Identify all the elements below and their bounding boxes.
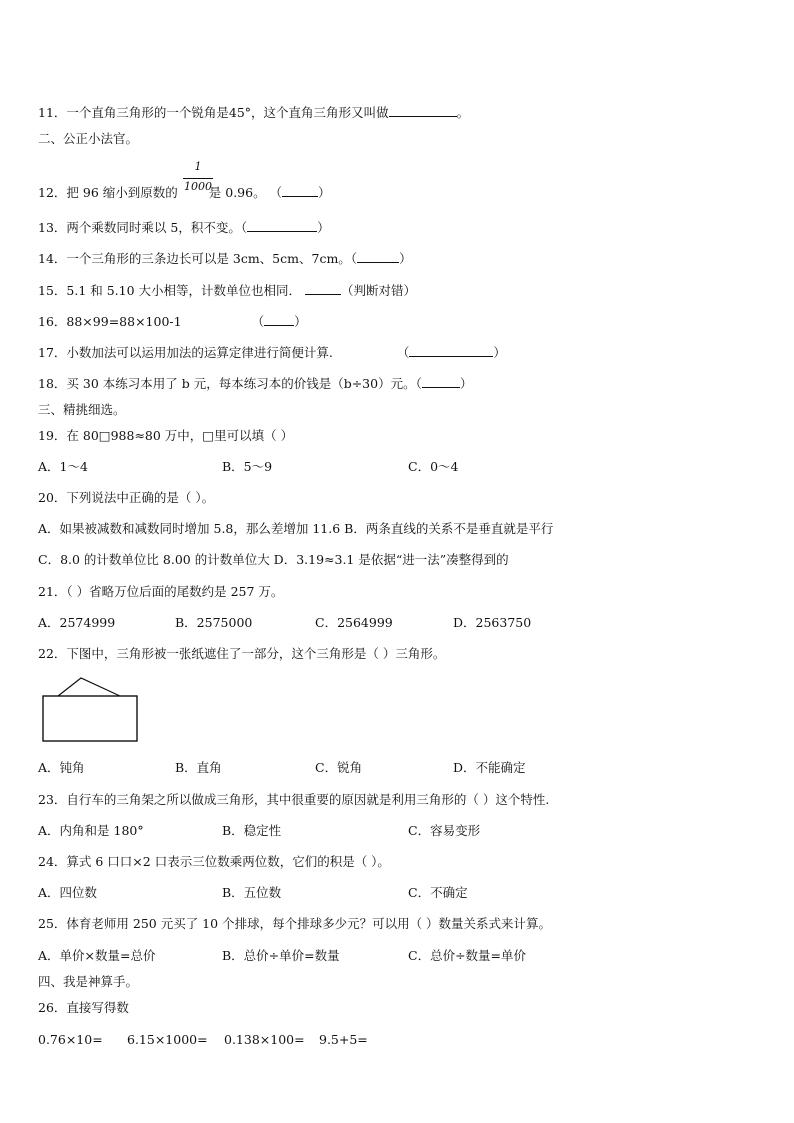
question-24-stem: 24．算式 6 口口×2 口表示三位数乘两位数，它们的积是（ ）。 [38, 854, 390, 869]
answer-blank[interactable] [389, 104, 457, 117]
calc-item: 6.15×1000= [127, 1032, 208, 1047]
question-14: 14．一个三角形的三条边长可以是 3cm、5cm、7cm。（ ） [38, 251, 412, 266]
section-3-heading: 三、精挑细选。 [38, 402, 126, 417]
answer-blank[interactable] [305, 282, 341, 295]
option-a[interactable]: A．内角和是 180° [38, 823, 144, 838]
answer-blank[interactable] [422, 375, 460, 388]
question-17: 17．小数加法可以运用加法的运算定律进行简便计算. （ ） [38, 345, 506, 360]
section-4-heading: 四、我是神算手。 [38, 974, 139, 989]
fraction-bar [183, 178, 213, 179]
option-a[interactable]: A．钝角 [38, 760, 85, 775]
answer-blank[interactable] [264, 313, 294, 326]
calc-item: 0.138×100= [224, 1032, 305, 1047]
question-23-stem: 23．自行车的三角架之所以做成三角形，其中很重要的原因就是利用三角形的（ ）这个特性. [38, 792, 550, 807]
question-25-stem: 25．体育老师用 250 元买了 10 个排球，每个排球多少元？可以用（ ）数量关系式来计算。 [38, 916, 552, 931]
answer-blank[interactable] [357, 250, 399, 263]
question-15: 15．5.1 和 5.10 大小相等，计数单位也相同． （判断对错） [38, 283, 417, 298]
question-12: 12．把 96 缩小到原数的 是 0.96。 （ ） [38, 185, 331, 200]
option-d[interactable]: D．不能确定 [453, 760, 526, 775]
option-a[interactable]: A．2574999 [38, 615, 116, 630]
fraction-numerator: 1 [194, 160, 202, 173]
question-20-stem: 20．下列说法中正确的是（ ）。 [38, 490, 215, 505]
answer-blank[interactable] [282, 184, 318, 197]
answer-blank[interactable] [247, 219, 317, 232]
option-d[interactable]: D．2563750 [453, 615, 532, 630]
question-22-stem: 22．下图中，三角形被一张纸遮住了一部分，这个三角形是（ ）三角形。 [38, 646, 446, 661]
option-a[interactable]: A．四位数 [38, 885, 98, 900]
option-c[interactable]: C．不确定 [408, 885, 468, 900]
option-b[interactable]: B．总价÷单价=数量 [222, 948, 340, 963]
question-11-text: 11．一个直角三角形的一个锐角是45°，这个直角三角形又叫做 [38, 105, 389, 120]
option-b[interactable]: B．五位数 [222, 885, 282, 900]
option-a[interactable]: A．1～4 [38, 459, 88, 474]
calc-item: 9.5+5= [319, 1032, 368, 1047]
option-b[interactable]: B．直角 [175, 760, 222, 775]
option-c[interactable]: C．0～4 [408, 459, 459, 474]
question-26-stem: 26．直接写得数 [38, 1000, 129, 1015]
question-21-stem: 21．（ ）省略万位后面的尾数约是 257 万。 [38, 584, 284, 599]
question-13: 13．两个乘数同时乘以 5，积不变。（ ） [38, 220, 330, 235]
option-b[interactable]: B．5～9 [222, 459, 273, 474]
fraction-denominator: 1000 [184, 180, 212, 193]
question-18: 18．买 30 本练习本用了 b 元，每本练习本的价钱是（b÷30）元。（ ） [38, 376, 473, 391]
option-c[interactable]: C．总价÷数量=单价 [408, 948, 527, 963]
question-11: 11．一个直角三角形的一个锐角是45°，这个直角三角形又叫做 。 [38, 105, 470, 120]
covered-triangle-figure [40, 676, 140, 744]
question-16: 16．88×99=88×100-1 （ ） [38, 314, 307, 329]
option-a-b[interactable]: A．如果被减数和减数同时增加 5.8，那么差增加 11.6 B．两条直线的关系不是垂直就是平行 [38, 521, 554, 536]
paper-rectangle [43, 696, 137, 741]
option-c[interactable]: C．2564999 [315, 615, 393, 630]
section-2-heading: 二、公正小法官。 [38, 131, 139, 146]
option-b[interactable]: B．稳定性 [222, 823, 282, 838]
triangle-top-edges [58, 678, 120, 696]
option-c-d[interactable]: C．8.0 的计数单位比 8.00 的计数单位大 D．3.19≈3.1 是依据“进一法”凑整得到的 [38, 552, 509, 567]
calc-item: 0.76×10= [38, 1032, 103, 1047]
option-c[interactable]: C．容易变形 [408, 823, 481, 838]
option-a[interactable]: A．单价×数量=总价 [38, 948, 156, 963]
option-c[interactable]: C．锐角 [315, 760, 363, 775]
option-b[interactable]: B．2575000 [175, 615, 253, 630]
question-19-stem: 19．在 80□988≈80 万中，□里可以填（ ） [38, 428, 294, 443]
answer-blank[interactable] [409, 344, 493, 357]
